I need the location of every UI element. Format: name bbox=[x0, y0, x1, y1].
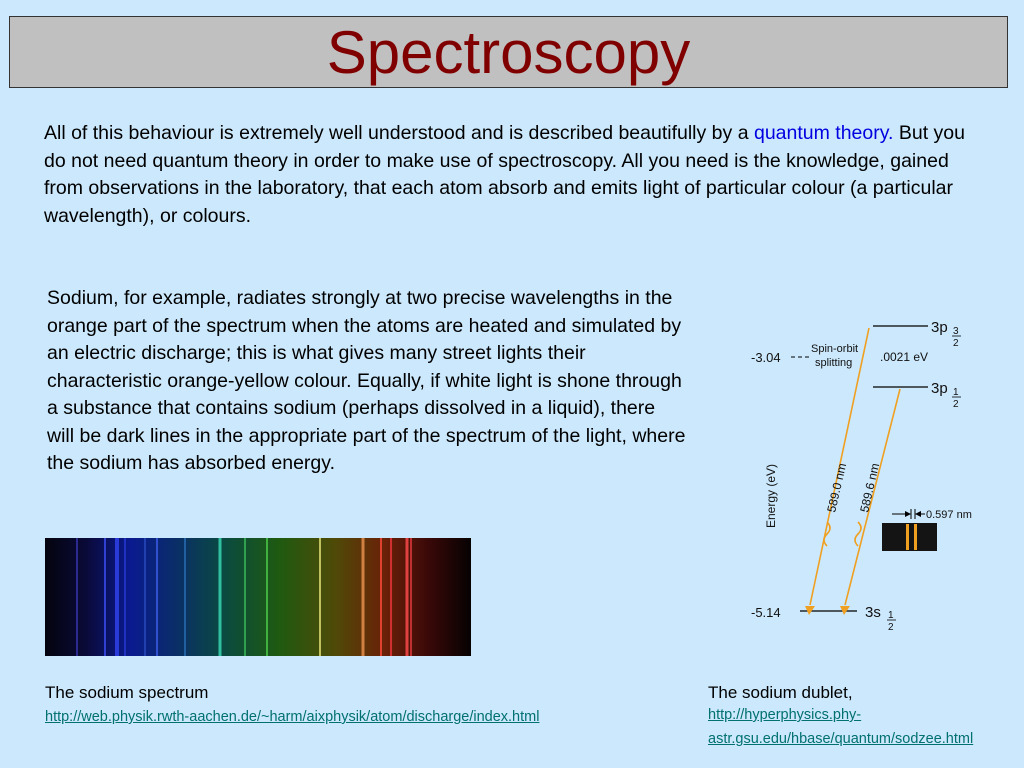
state-3p32-label: 3p bbox=[931, 319, 948, 336]
spin-orbit-label-2: splitting bbox=[815, 357, 853, 369]
quantum-theory-link[interactable]: quantum theory. bbox=[753, 122, 894, 144]
state-3s-label: 3s bbox=[865, 604, 881, 621]
title-box bbox=[9, 16, 1008, 88]
level-bottom-label: -5.14 bbox=[751, 605, 781, 620]
wavelength-589-6-label: 589.6 nm bbox=[857, 461, 883, 514]
intro-paragraph bbox=[44, 120, 974, 230]
sodium-paragraph: Sodium, for example, radiates strongly at two precise wavelengths in the orange part of the spectrum when the atoms are heated and simulated by an electric discharge; this is what gives many street lights their characteristic orange-yellow colour. Equally, if white light is shone through a substance that contains sodium (perhaps dissolved in a liquid), there will be dark lines in the appropriate part of the spectrum of the light, where the sodium has absorbed energy. bbox=[47, 287, 686, 474]
wavelength-589-0-label: 589.0 nm bbox=[824, 461, 850, 514]
dublet-line-2 bbox=[914, 524, 917, 550]
spectrum-caption: The sodium spectrum bbox=[45, 683, 209, 702]
dublet-caption: The sodium dublet, bbox=[708, 683, 853, 702]
gap-width-label: 0.597 nm bbox=[926, 509, 972, 521]
state-3p12-label: 3p bbox=[931, 380, 948, 397]
sodium-spectrum-image bbox=[45, 538, 471, 656]
dublet-source-link-line1[interactable]: http://hyperphysics.phy- bbox=[708, 707, 862, 723]
splitting-value-label: .0021 eV bbox=[880, 350, 929, 364]
sodium-dublet-diagram bbox=[745, 310, 995, 640]
dublet-spectrum-box bbox=[882, 523, 937, 551]
dublet-line-1 bbox=[906, 524, 909, 550]
intro-text-before: All of this behaviour is extremely well understood and is described beautifully by a bbox=[44, 122, 754, 144]
level-top-label: -3.04 bbox=[751, 350, 781, 365]
spin-orbit-label-1: Spin-orbit bbox=[811, 343, 859, 355]
spectrum-source-link[interactable]: http://web.physik.rwth-aachen.de/~harm/aixphysik/atom/discharge/index.html bbox=[45, 709, 540, 725]
state-3p12-frac-den: 2 bbox=[953, 399, 959, 410]
state-3s-frac-num: 1 bbox=[888, 610, 894, 621]
intro-text-after: But you do not need quantum theory in order to make use of spectroscopy. All you need is the knowledge, gained from observations in the laboratory, that each atom absorb and emits light of particular colour (a particular wavelength), or colours. bbox=[44, 122, 965, 227]
dublet-source-link-line2[interactable]: astr.gsu.edu/hbase/quantum/sodzee.html bbox=[708, 731, 974, 747]
page-title: Spectroscopy bbox=[326, 19, 691, 86]
state-3s-frac-den: 2 bbox=[888, 622, 894, 633]
state-3p32-frac-den: 2 bbox=[953, 338, 959, 349]
state-3p32-frac-num: 3 bbox=[953, 326, 959, 337]
wave-589-6 bbox=[855, 522, 861, 546]
energy-axis-label: Energy (eV) bbox=[764, 463, 778, 528]
state-3p12-frac-num: 1 bbox=[953, 387, 959, 398]
